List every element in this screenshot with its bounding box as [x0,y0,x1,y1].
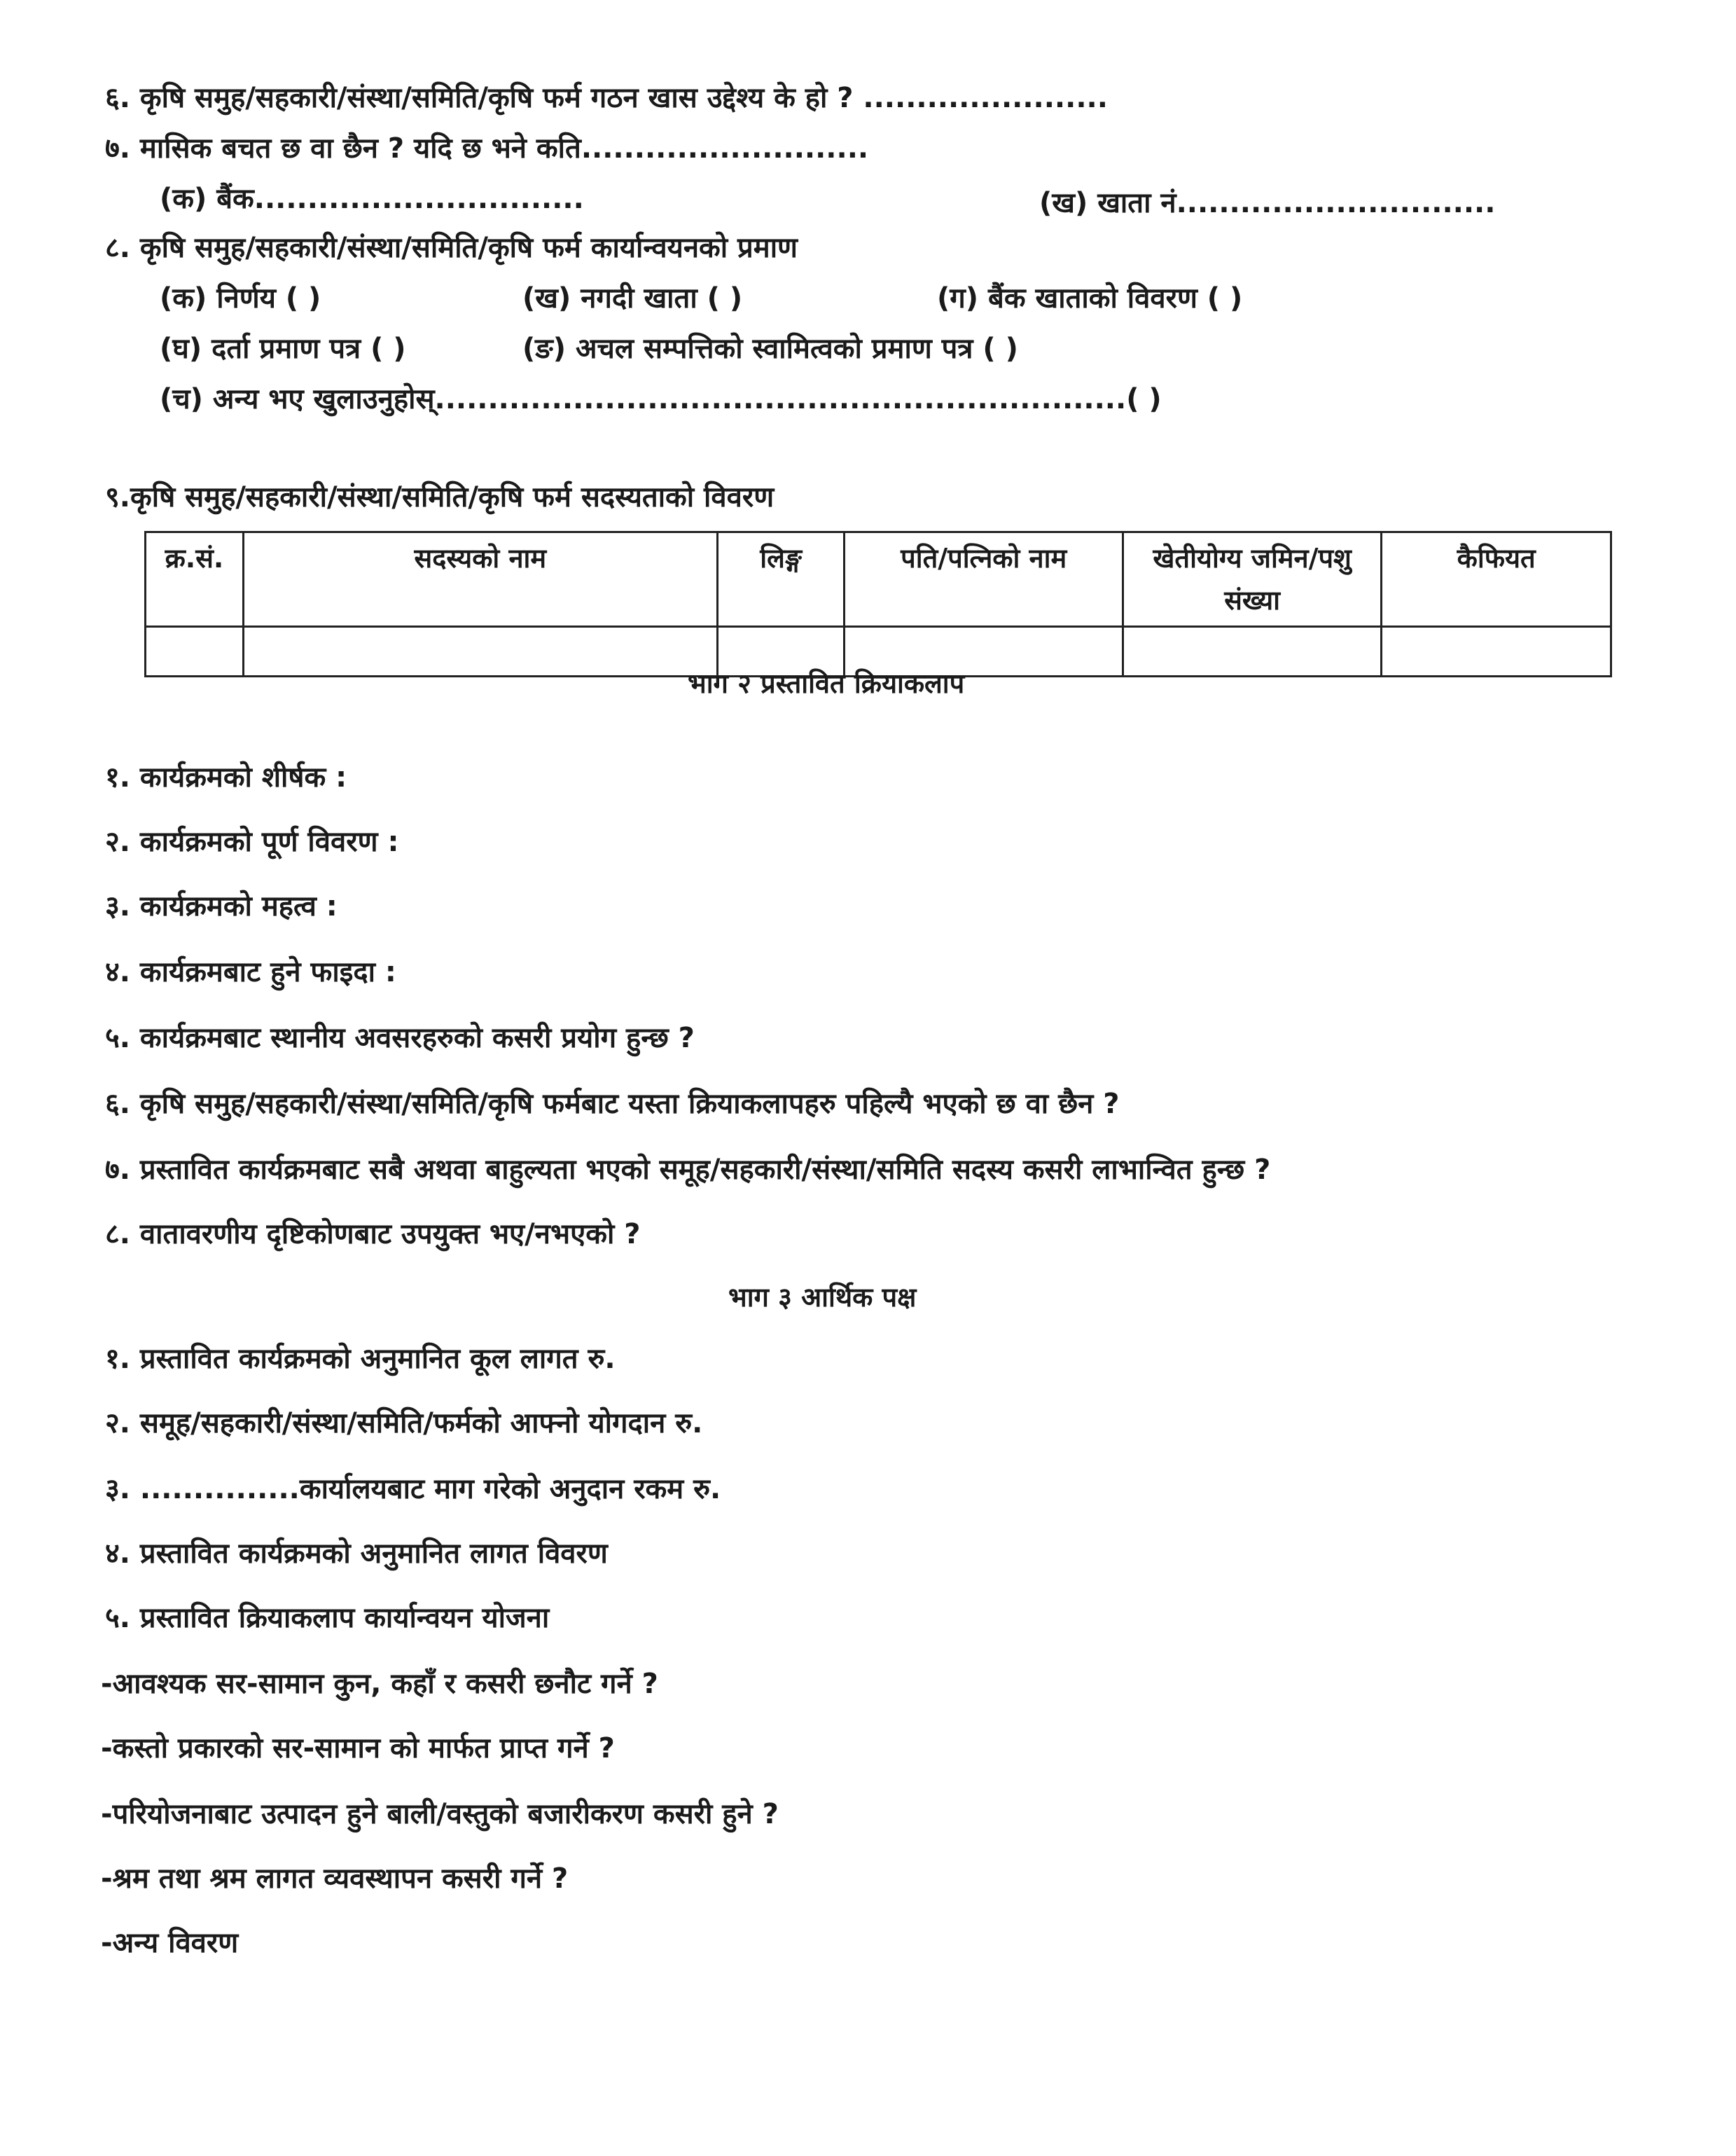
question-8-option-e: (ङ) अचल सम्पत्तिको स्वामित्वको प्रमाण पत्र ( ) [522,333,1018,365]
part-3-item: -आवश्यक सर-सामान कुन, कहाँ र कसरी छनौट गर्ने ? [101,1668,658,1700]
membership-table [144,531,1612,677]
table-cell[interactable] [243,627,717,677]
col-serial-number: क्र.सं. [146,532,244,627]
col-gender: लिङ्ग [717,532,845,627]
part-2-item: ८. वातावरणीय दृष्टिकोणबाट उपयुक्त भए/नभएको ? [105,1218,641,1250]
question-6: ६. कृषि समुह/सहकारी/संस्था/समिति/कृषि फर्म गठन खास उद्देश्य के हो ? ....................... [105,82,1108,114]
part-3-item: -श्रम तथा श्रम लागत व्यवस्थापन कसरी गर्ने ? [101,1863,569,1895]
col-remarks: कैफियत [1382,532,1611,627]
col-arable-land-livestock: खेतीयोग्य जमिन/पशु संख्या [1123,532,1382,627]
part-3-item: ३. ...............कार्यालयबाट माग गरेको अनुदान रकम रु. [105,1473,721,1505]
part-3-heading: भाग ३ आर्थिक पक्ष [728,1282,917,1313]
question-8-option-f: (च) अन्य भए खुलाउनुहोस्.................................................................( ) [160,383,1162,415]
question-7-account-number: (ख) खाता नं.............................. [1039,187,1496,219]
question-8-option-d: (घ) दर्ता प्रमाण पत्र ( ) [160,333,406,365]
part-3-item: ४. प्रस्तावित कार्यक्रमको अनुमानित लागत विवरण [105,1537,608,1570]
part-2-item: १. कार्यक्रमको शीर्षक : [105,761,347,794]
part-2-item: २. कार्यक्रमको पूर्ण विवरण : [105,826,399,858]
col-spouse-name: पति/पत्निको नाम [845,532,1123,627]
part-3-item: -परियोजनाबाट उत्पादन हुने बाली/वस्तुको बजारीकरण कसरी हुने ? [101,1798,779,1830]
part-3-item: ५. प्रस्तावित क्रियाकलाप कार्यान्वयन योजना [105,1602,550,1634]
question-7-bank: (क) बैंक............................... [160,183,584,215]
question-7: ७. मासिक बचत छ वा छैन ? यदि छ भने कति........................... [105,132,869,165]
part-3-item: -अन्य विवरण [101,1927,239,1959]
part-3-item: २. समूह/सहकारी/संस्था/समिति/फर्मको आफ्नो योगदान रु. [105,1407,703,1439]
part-2-item: ३. कार्यक्रमको महत्व : [105,890,338,922]
table-header-row [146,532,1611,627]
part-2-heading: भाग २ प्रस्तावित क्रियाकलाप [688,668,965,699]
part-3-item: १. प्रस्तावित कार्यक्रमको अनुमानित कूल लागत रु. [105,1343,616,1375]
question-9: ९.कृषि समुह/सहकारी/संस्था/समिति/कृषि फर्म सदस्यताको विवरण [105,481,775,513]
question-8-option-c: (ग) बैंक खाताको विवरण ( ) [937,282,1243,315]
table-cell[interactable] [1123,627,1382,677]
part-2-item: ४. कार्यक्रमबाट हुने फाइदा : [105,956,396,988]
part-2-item: ६. कृषि समुह/सहकारी/संस्था/समिति/कृषि फर्मबाट यस्ता क्रियाकलापहरु पहिल्यै भएको छ वा छैन ? [105,1088,1120,1120]
part-2-item: ७. प्रस्तावित कार्यक्रमबाट सबै अथवा बाहुल्यता भएको समूह/सहकारी/संस्था/समिति सदस्य कसरी लाभान्वित हुन्छ ? [105,1154,1271,1186]
table-cell[interactable] [1382,627,1611,677]
col-member-name: सदस्यको नाम [243,532,717,627]
table-cell[interactable] [146,627,244,677]
question-8: ८. कृषि समुह/सहकारी/संस्था/समिति/कृषि फर्म कार्यान्वयनको प्रमाण [105,232,798,264]
part-2-item: ५. कार्यक्रमबाट स्थानीय अवसरहरुको कसरी प्रयोग हुन्छ ? [105,1022,695,1054]
question-8-option-a: (क) निर्णय ( ) [160,282,321,315]
part-3-item: -कस्तो प्रकारको सर-सामान को मार्फत प्राप्त गर्ने ? [101,1732,615,1764]
question-8-option-b: (ख) नगदी खाता ( ) [522,282,743,315]
